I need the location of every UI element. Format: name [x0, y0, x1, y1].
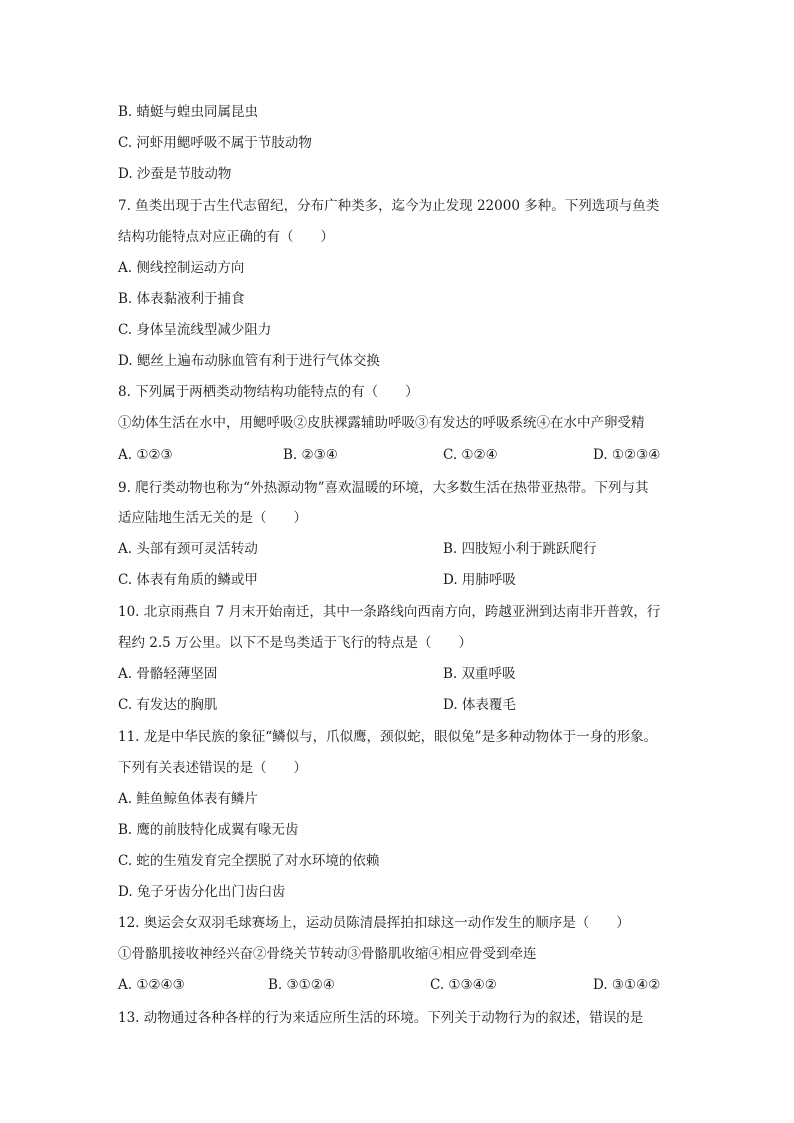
question-8-option-c: C. ①②④ — [443, 447, 498, 463]
question-10-stem: 10. 北京雨燕自 7 月末开始南迁，其中一条路线向西南方向，跨越亚洲到达南非开普敦，行 — [118, 604, 661, 620]
question-12-option-a: A. ①②④③ — [118, 977, 185, 993]
question-12-option-d: D. ③①④② — [593, 977, 661, 993]
question-12-option-b: B. ③①②④ — [268, 977, 335, 993]
option-c: C. 河虾用鳃呼吸不属于节肢动物 — [118, 135, 312, 151]
question-7-option-b: B. 体表黏液利于捕食 — [118, 291, 245, 307]
question-12-stem: 12. 奥运会女双羽毛球赛场上，运动员陈清晨挥拍扣球这一动作发生的顺序是（ ） — [118, 915, 630, 931]
question-7-option-d: D. 鳃丝上遍布动脉血管有利于进行气体交换 — [118, 353, 380, 369]
question-10-stem-cont: 程约 2.5 万公里。以下不是鸟类适于飞行的特点是（ ） — [118, 635, 473, 651]
question-9-option-d: D. 用肺呼吸 — [443, 572, 516, 588]
question-12-items: ①骨骼肌接收神经兴奋②骨绕关节转动③骨骼肌收缩④相应骨受到牵连 — [118, 946, 537, 962]
question-8-option-d: D. ①②③④ — [593, 447, 661, 463]
question-9-option-c: C. 体表有角质的鳞或甲 — [118, 572, 258, 588]
question-7-stem: 7. 鱼类出现于古生代志留纪，分布广种类多，迄今为止发现 22000 多种。下列选项与鱼类 — [118, 198, 660, 214]
question-12-option-c: C. ①③④② — [430, 977, 497, 993]
question-7-option-c: C. 身体呈流线型减少阻力 — [118, 322, 272, 338]
question-11-option-d: D. 兔子牙齿分化出门齿臼齿 — [118, 884, 286, 900]
question-7-option-a: A. 侧线控制运动方向 — [118, 260, 245, 276]
question-13-stem: 13. 动物通过各种各样的行为来适应所生活的环境。下列关于动物行为的叙述，错误的是 — [118, 1010, 644, 1026]
question-9-option-a: A. 头部有颈可灵活转动 — [118, 541, 258, 557]
question-11-stem-cont: 下列有关表述错误的是（ ） — [118, 760, 307, 776]
question-11-option-c: C. 蛇的生殖发育完全摆脱了对水环境的依赖 — [118, 853, 380, 869]
question-11-option-b: B. 鹰的前肢特化成翼有喙无齿 — [118, 822, 299, 838]
option-b: B. 蜻蜓与蝗虫同属昆虫 — [118, 104, 259, 120]
question-10-option-b: B. 双重呼吸 — [443, 666, 516, 682]
question-9-option-b: B. 四肢短小利于跳跃爬行 — [443, 541, 597, 557]
question-11-stem: 11. 龙是中华民族的象征“鳞似与，爪似鹰，颈似蛇，眼似兔”是多种动物体于一身的形象。 — [118, 729, 658, 745]
question-7-stem-cont: 结构功能特点对应正确的有（ ） — [118, 229, 334, 245]
question-8-stem: 8. 下列属于两栖类动物结构功能特点的有（ ） — [118, 384, 419, 400]
question-9-stem-cont: 适应陆地生活无关的是（ ） — [118, 510, 307, 526]
question-10-option-a: A. 骨骼轻薄坚固 — [118, 666, 218, 682]
question-8-option-b: B. ②③④ — [283, 447, 338, 463]
question-8-option-a: A. ①②③ — [118, 447, 173, 463]
question-8-items: ①幼体生活在水中，用鳃呼吸②皮肤裸露辅助呼吸③有发达的呼吸系统④在水中产卵受精 — [118, 415, 645, 431]
question-9-stem: 9. 爬行类动物也称为“外热源动物”喜欢温暖的环境，大多数生活在热带亚热带。下列与其 — [118, 480, 649, 496]
option-d: D. 沙蚕是节肢动物 — [118, 166, 232, 182]
question-10-option-c: C. 有发达的胸肌 — [118, 697, 218, 713]
question-10-option-d: D. 体表覆毛 — [443, 697, 516, 713]
question-11-option-a: A. 鲑鱼鲸鱼体表有鳞片 — [118, 791, 258, 807]
